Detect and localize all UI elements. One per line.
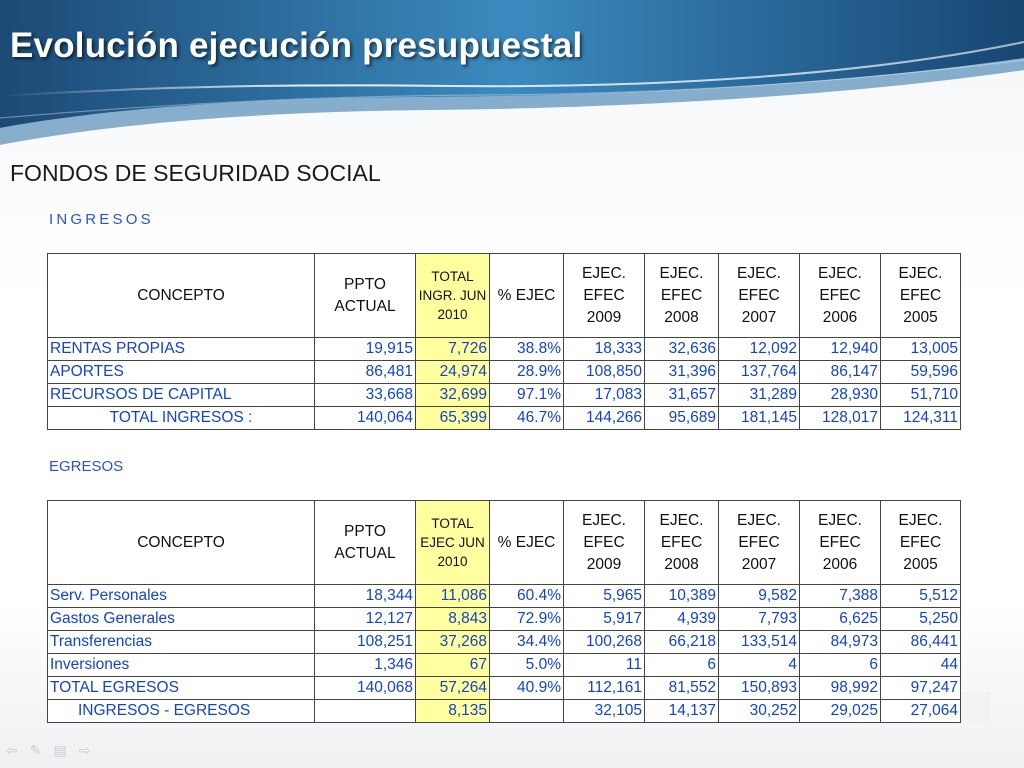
menu-icon[interactable]: ▤ bbox=[53, 742, 67, 758]
value-cell: 24,974 bbox=[416, 361, 490, 384]
header-ejec-2005: EJEC. EFEC 2005 bbox=[881, 254, 961, 338]
value-cell: 4,939 bbox=[645, 608, 719, 631]
value-cell: 12,127 bbox=[315, 608, 416, 631]
value-cell: 66,218 bbox=[645, 631, 719, 654]
value-cell: 11 bbox=[564, 654, 645, 677]
header-ppto-actual: PPTO ACTUAL bbox=[315, 501, 416, 585]
value-cell: 44 bbox=[881, 654, 961, 677]
value-cell: 37,268 bbox=[416, 631, 490, 654]
value-cell: 12,092 bbox=[719, 338, 800, 361]
concept-cell: RENTAS PROPIAS bbox=[48, 338, 315, 361]
value-cell: 46.7% bbox=[490, 407, 564, 430]
value-cell: 28,930 bbox=[800, 384, 881, 407]
difference-label-cell: INGRESOS - EGRESOS bbox=[48, 700, 315, 723]
value-cell: 140,068 bbox=[315, 677, 416, 700]
value-cell: 5.0% bbox=[490, 654, 564, 677]
value-cell: 84,973 bbox=[800, 631, 881, 654]
value-cell: 81,552 bbox=[645, 677, 719, 700]
value-cell: 181,145 bbox=[719, 407, 800, 430]
header-total-ingr: TOTAL INGR. JUN 2010 bbox=[416, 254, 490, 338]
value-cell: 108,251 bbox=[315, 631, 416, 654]
header-pct-ejec: % EJEC bbox=[490, 501, 564, 585]
table-row bbox=[48, 384, 961, 407]
value-cell: 8,843 bbox=[416, 608, 490, 631]
header-ejec-2009: EJEC. EFEC 2009 bbox=[564, 501, 645, 585]
value-cell bbox=[315, 700, 416, 723]
header-ppto-actual: PPTO ACTUAL bbox=[315, 254, 416, 338]
value-cell: 112,161 bbox=[564, 677, 645, 700]
value-cell: 5,512 bbox=[881, 585, 961, 608]
ingresos-subtitle: INGRESOS bbox=[49, 211, 154, 228]
value-cell: 27,064 bbox=[881, 700, 961, 723]
header-ejec-2009: EJEC. EFEC 2009 bbox=[564, 254, 645, 338]
header-ejec-2007: EJEC. EFEC 2007 bbox=[719, 501, 800, 585]
concept-cell: Transferencias bbox=[48, 631, 315, 654]
value-cell: 30,252 bbox=[719, 700, 800, 723]
table-row bbox=[48, 338, 961, 361]
value-cell: 5,965 bbox=[564, 585, 645, 608]
value-cell: 60.4% bbox=[490, 585, 564, 608]
value-cell: 38.8% bbox=[490, 338, 564, 361]
decorative-shadow bbox=[962, 692, 990, 722]
value-cell: 9,582 bbox=[719, 585, 800, 608]
value-cell: 108,850 bbox=[564, 361, 645, 384]
value-cell: 40.9% bbox=[490, 677, 564, 700]
value-cell: 65,399 bbox=[416, 407, 490, 430]
value-cell: 14,137 bbox=[645, 700, 719, 723]
difference-row bbox=[48, 700, 961, 723]
concept-cell: RECURSOS DE CAPITAL bbox=[48, 384, 315, 407]
value-cell: 31,289 bbox=[719, 384, 800, 407]
value-cell: 10,389 bbox=[645, 585, 719, 608]
value-cell bbox=[490, 700, 564, 723]
value-cell: 33,668 bbox=[315, 384, 416, 407]
value-cell: 32,105 bbox=[564, 700, 645, 723]
total-row bbox=[48, 407, 961, 430]
arrow-left-icon[interactable]: ⇦ bbox=[6, 742, 18, 758]
value-cell: 31,657 bbox=[645, 384, 719, 407]
egresos-table bbox=[47, 500, 961, 723]
value-cell: 86,481 bbox=[315, 361, 416, 384]
header-banner bbox=[0, 0, 1024, 145]
value-cell: 72.9% bbox=[490, 608, 564, 631]
header-concepto: CONCEPTO bbox=[48, 254, 315, 338]
value-cell: 95,689 bbox=[645, 407, 719, 430]
header-total-ejec: TOTAL EJEC JUN 2010 bbox=[416, 501, 490, 585]
value-cell: 18,333 bbox=[564, 338, 645, 361]
value-cell: 18,344 bbox=[315, 585, 416, 608]
value-cell: 32,636 bbox=[645, 338, 719, 361]
header-pct-ejec: % EJEC bbox=[490, 254, 564, 338]
concept-cell: APORTES bbox=[48, 361, 315, 384]
value-cell: 19,915 bbox=[315, 338, 416, 361]
value-cell: 128,017 bbox=[800, 407, 881, 430]
value-cell: 86,441 bbox=[881, 631, 961, 654]
table-row bbox=[48, 361, 961, 384]
value-cell: 6 bbox=[800, 654, 881, 677]
value-cell: 31,396 bbox=[645, 361, 719, 384]
header-concepto: CONCEPTO bbox=[48, 501, 315, 585]
total-label-cell: TOTAL INGRESOS : bbox=[48, 407, 315, 430]
value-cell: 137,764 bbox=[719, 361, 800, 384]
value-cell: 67 bbox=[416, 654, 490, 677]
value-cell: 57,264 bbox=[416, 677, 490, 700]
value-cell: 7,793 bbox=[719, 608, 800, 631]
arrow-right-icon[interactable]: ⇨ bbox=[78, 742, 91, 758]
value-cell: 5,250 bbox=[881, 608, 961, 631]
value-cell: 97.1% bbox=[490, 384, 564, 407]
value-cell: 98,992 bbox=[800, 677, 881, 700]
header-ejec-2005: EJEC. EFEC 2005 bbox=[881, 501, 961, 585]
header-ejec-2006: EJEC. EFEC 2006 bbox=[800, 254, 881, 338]
concept-cell: Serv. Personales bbox=[48, 585, 315, 608]
table-row bbox=[48, 608, 961, 631]
header-ejec-2008: EJEC. EFEC 2008 bbox=[645, 254, 719, 338]
value-cell: 144,266 bbox=[564, 407, 645, 430]
value-cell: 13,005 bbox=[881, 338, 961, 361]
value-cell: 6 bbox=[645, 654, 719, 677]
header-ejec-2006: EJEC. EFEC 2006 bbox=[800, 501, 881, 585]
section-title: FONDOS DE SEGURIDAD SOCIAL bbox=[10, 160, 381, 186]
concept-cell: Gastos Generales bbox=[48, 608, 315, 631]
value-cell: 32,699 bbox=[416, 384, 490, 407]
ingresos-table bbox=[47, 253, 961, 430]
total-label-cell: TOTAL EGRESOS bbox=[48, 677, 315, 700]
value-cell: 17,083 bbox=[564, 384, 645, 407]
value-cell: 1,346 bbox=[315, 654, 416, 677]
total-row bbox=[48, 677, 961, 700]
value-cell: 86,147 bbox=[800, 361, 881, 384]
value-cell: 5,917 bbox=[564, 608, 645, 631]
value-cell: 29,025 bbox=[800, 700, 881, 723]
value-cell: 150,893 bbox=[719, 677, 800, 700]
value-cell: 34.4% bbox=[490, 631, 564, 654]
header-ejec-2008: EJEC. EFEC 2008 bbox=[645, 501, 719, 585]
slide-nav-controls bbox=[6, 742, 90, 759]
table-row bbox=[48, 585, 961, 608]
page-title: Evolución ejecución presupuestal bbox=[10, 26, 583, 65]
value-cell: 28.9% bbox=[490, 361, 564, 384]
egresos-subtitle: EGRESOS bbox=[49, 458, 124, 475]
value-cell: 4 bbox=[719, 654, 800, 677]
header-wave-graphic bbox=[0, 0, 1024, 145]
value-cell: 7,726 bbox=[416, 338, 490, 361]
value-cell: 7,388 bbox=[800, 585, 881, 608]
value-cell: 11,086 bbox=[416, 585, 490, 608]
pen-icon[interactable]: ✎ bbox=[29, 742, 42, 758]
value-cell: 133,514 bbox=[719, 631, 800, 654]
value-cell: 100,268 bbox=[564, 631, 645, 654]
value-cell: 59,596 bbox=[881, 361, 961, 384]
concept-cell: Inversiones bbox=[48, 654, 315, 677]
header-ejec-2007: EJEC. EFEC 2007 bbox=[719, 254, 800, 338]
table-row bbox=[48, 631, 961, 654]
value-cell: 8,135 bbox=[416, 700, 490, 723]
value-cell: 51,710 bbox=[881, 384, 961, 407]
value-cell: 97,247 bbox=[881, 677, 961, 700]
value-cell: 124,311 bbox=[881, 407, 961, 430]
value-cell: 6,625 bbox=[800, 608, 881, 631]
value-cell: 12,940 bbox=[800, 338, 881, 361]
value-cell: 140,064 bbox=[315, 407, 416, 430]
table-row bbox=[48, 654, 961, 677]
